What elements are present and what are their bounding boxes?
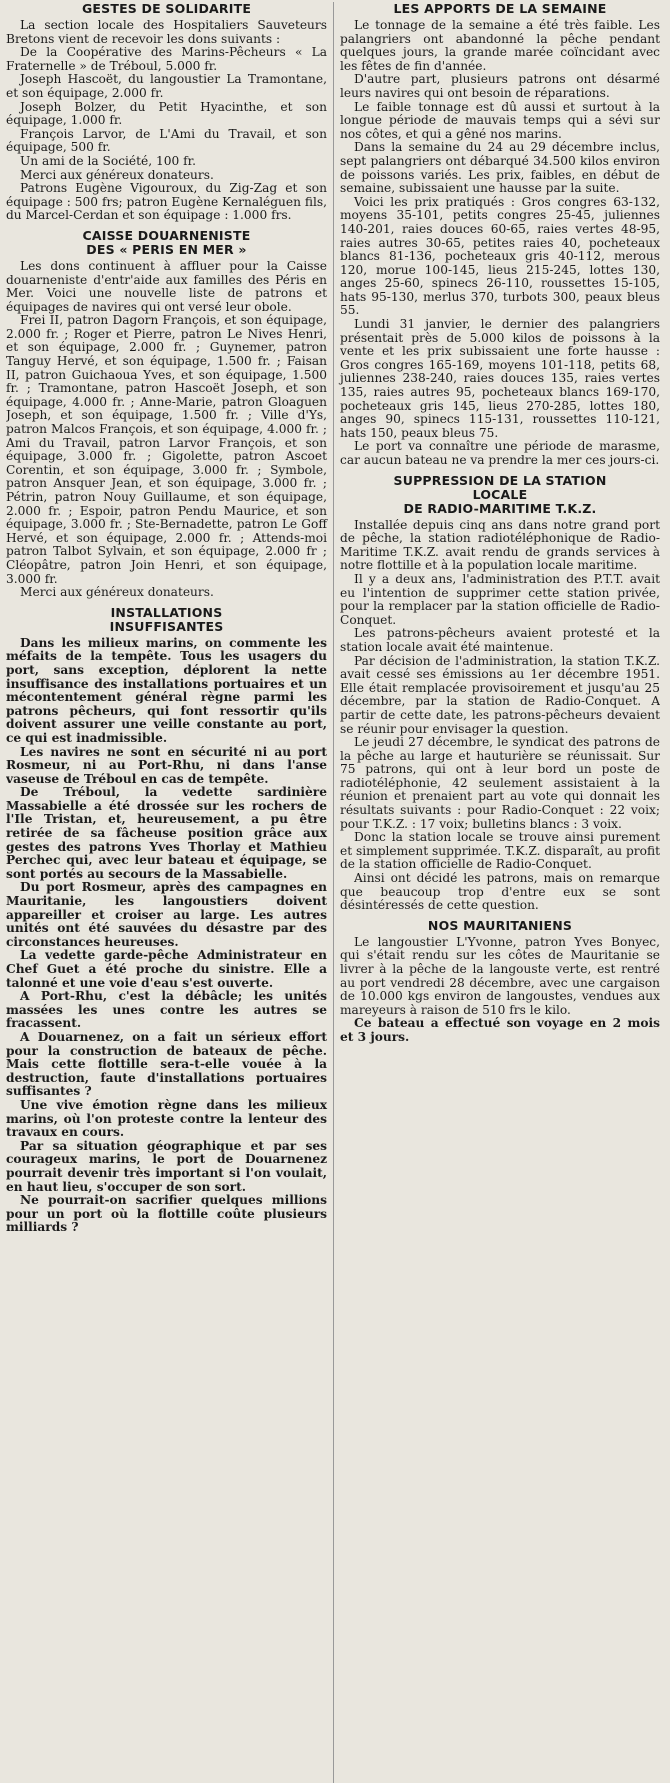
paragraph: Le faible tonnage est dû aussi et surtout à la longue période de mauvais temps qui a sévi sur nos côtes, et qui a gêné nos marins. xyxy=(340,99,660,141)
paragraph: Voici les prix pratiqués : Gros congres 63-132, moyens 35-101, petits congres 25-45, juliennes 140-201, raies douces 60-65, raies vertes 48-95, raies autres 30-65, petites raies 40, pocheteaux blancs 81-136, pocheteaux gris 40-112, merous 120, morue 100-145, lieus 215-245, lottes 130, anges 25-60, spinecs 26-110, roussettes 15-105, hats 95-130, merlus 370, turbots 300, peaux bleus 55. xyxy=(340,194,660,318)
paragraph: A Port-Rhu, c'est la débâcle; les unités massées les unes contre les autres se fracassent. xyxy=(6,989,327,1031)
right-column xyxy=(333,2,660,1783)
paragraph: Merci aux généreux donateurs. xyxy=(20,585,214,600)
title-line: CAISSE DOUARNENISTE xyxy=(82,227,251,243)
paragraph: Installée depuis cinq ans dans notre grand port de pêche, la station radiotéléphonique de Radio-Maritime T.K.Z. avait rendu de grands services à notre flottille et à la population locale maritime. xyxy=(340,517,660,573)
paragraph: Du port Rosmeur, après des campagnes en Mauritanie, les langoustiers doivent appareiller et croiser au large. Les autres unités ont été sauvées du désastre par des circonstances heureuses. xyxy=(6,880,327,949)
article-title: LES APPORTS DE LA SEMAINE xyxy=(393,2,607,16)
paragraph: Le langoustier L'Yvonne, patron Yves Bonyec, qui s'était rendu sur les côtes de Mauritanie se livrer à la pêche de la langouste verte, est rentré au port vendredi 28 décembre, avec une cargaison de 10.000 kgs environ de langoustes, vendues aux mareyeurs à raison de 510 frs le kilo. xyxy=(340,934,660,1017)
paragraph: Donc la station locale se trouve ainsi purement et simplement supprimée. T.K.Z. disparaît, au profit de la station officielle de Radio-Conquet. xyxy=(340,830,660,872)
donor-list: Frei II, patron Dagorn François, et son équipage, 2.000 fr. ; Roger et Pierre, patron Le Nives Henri, et son équipage, 2.000 fr. ; Guynemer, patron Tanguy Hervé, et son équipage, 1.500 fr. ; Faisan II, patron Guichaoua Yves, et son équipage, 1.500 fr. ; Tramontane, patron Hascoët Joseph, et son équipage, 4.000 fr. ; Anne-Marie, patron Gloaguen Joseph, et son équipage, 1.500 fr. ; Ville d'Ys, patron Malcos François, et son équipage, 4.000 fr. ; Ami du Travail, patron Larvor François, et son équipage, 3.000 fr. ; Gigolette, patron Ascoet Corentin, et son équipage, 3.000 fr. ; Symbole, patron Ansquer Jean, et son équipage, 3.000 fr. ; Pétrin, patron Nouy Guillaume, et son équipage, 2.000 fr. ; Espoir, patron Pendu Maurice, et son équipage, 3.000 fr. ; Ste-Bernadette, patron Le Goff Hervé, et son équipage, 2.000 fr. ; Attends-moi patron Talbot Sylvain, et son équipage, 2.000 fr ; Cléopâtre, patron Join Henri, et son équipage, 3.000 fr. xyxy=(6,313,327,586)
title-line: SUPPRESSION DE LA STATION xyxy=(393,472,607,488)
paragraph: Joseph Bolzer, du Petit Hyacinthe, et son équipage, 1.000 fr. xyxy=(6,99,327,128)
paragraph: Il y a deux ans, l'administration des P.T.T. avait eu l'intention de supprimer cette station privée, pour la remplacer par la station officielle de Radio-Conquet. xyxy=(340,571,660,627)
left-column xyxy=(6,2,333,1783)
paragraph: Une vive émotion règne dans les milieux marins, où l'on proteste contre la lenteur des travaux en cours. xyxy=(6,1097,327,1140)
title-line: LOCALE xyxy=(472,486,528,502)
paragraph: Les navires ne sont en sécurité ni au port Rosmeur, ni au Port-Rhu, ni dans l'anse vaseuse de Tréboul en cas de tempête. xyxy=(6,744,327,786)
paragraph: Le jeudi 27 décembre, le syndicat des patrons de la pêche au large et hauturière se réunissait. Sur 75 patrons, qui ont à leur bord un poste de radiotéléphonie, 42 seulement assistaient à la réunion et prenaient part au vote qui donnait les résultats suivants : pour Radio-Conquet : 22 voix; pour T.K.Z. : 17 voix; bulletins blancs : 3 voix. xyxy=(340,735,660,831)
paragraph: Ce bateau a effectué son voyage en 2 mois et 3 jours. xyxy=(340,1016,660,1044)
article-gestes-de-solidarite xyxy=(6,2,327,223)
paragraph: Un ami de la Société, 100 fr. xyxy=(20,153,197,168)
paragraph: Les patrons-pêcheurs avaient protesté et la station locale avait été maintenue. xyxy=(340,626,660,654)
title-line: INSUFFISANTES xyxy=(109,618,224,634)
paragraph: Dans la semaine du 24 au 29 décembre inclus, sept palangriers ont débarqué 34.500 kilos environ de poissons variés. Les prix, faibles, en début de semaine, subissaient une hausse par la suite. xyxy=(340,140,660,196)
article-suppression-station-tkz xyxy=(340,474,660,913)
paragraph: La vedette garde-pêche Administrateur en Chef Guet a été proche du sinistre. Elle a talonné et une voie d'eau s'est ouverte. xyxy=(6,948,327,990)
paragraph: Les dons continuent à affluer pour la Caisse douarneniste d'entr'aide aux familles des Péris en Mer. Voici une nouvelle liste de patrons et équipages de navires qui ont versé leur obole. xyxy=(6,258,327,314)
article-title xyxy=(6,229,327,257)
paragraph: Le tonnage de la semaine a été très faible. Les palangriers ont abandonné la pêche pendant quelques jours, la grande marée coïncidant avec les fêtes de fin d'année. xyxy=(340,18,660,73)
article-apports-de-la-semaine xyxy=(340,2,660,468)
article-title xyxy=(6,606,327,634)
article-nos-mauritaniens xyxy=(340,919,660,1045)
paragraph: Patrons Eugène Vigouroux, du Zig-Zag et son équipage : 500 frs; patron Eugène Kernaléguen fils, du Marcel-Cerdan et son équipage : 1.000 frs. xyxy=(6,181,327,223)
paragraph: Ainsi ont décidé les patrons, mais on remarque que beaucoup trop d'entre eux se sont désintéressés de cette question. xyxy=(340,871,660,913)
paragraph: Le port va connaître une période de marasme, car aucun bateau ne va prendre la mer ces jours-ci. xyxy=(340,439,660,467)
paragraph: Par sa situation géographique et par ses courageux marins, le port de Douarnenez pourrait devenir très important si l'on voulait, en haut lieu, s'occuper de son sort. xyxy=(6,1138,327,1194)
paragraph: Merci aux généreux donateurs. xyxy=(20,167,214,182)
paragraph: Lundi 31 janvier, le dernier des palangriers présentait près de 5.000 kilos de poissons à la vente et les prix subissaient une forte hausse : Gros congres 165-169, moyens 101-118, petits 68, juliennes 238-240, raies douces 135, raies vertes 135, raies autres 95, pocheteaux blancs 169-170, pocheteaux gris 145, lieus 270-285, lottes 180, anges 90, spinecs 115-131, roussettes 110-121, hats 150, peaux bleus 75. xyxy=(340,317,660,440)
paragraph: La section locale des Hospitaliers Sauveteurs Bretons vient de recevoir les dons suivants : xyxy=(6,18,327,46)
article-title xyxy=(340,474,660,516)
title-line: INSTALLATIONS xyxy=(110,604,223,620)
paragraph: De la Coopérative des Marins-Pêcheurs « La Fraternelle » de Tréboul, 5.000 fr. xyxy=(6,45,327,73)
paragraph: Dans les milieux marins, on commente les méfaits de la tempête. Tous les usagers du port, sans exception, déplorent la nette insuffisance des installations portuaires et un mécontentement général règne parmi les patrons pêcheurs, qui font ressortir qu'ils doivent assurer une veille constante au port, ce qui est inadmissible. xyxy=(6,635,327,745)
article-title: NOS MAURITANIENS xyxy=(427,917,573,933)
paragraph: De Tréboul, la vedette sardinière Massabielle a été drossée sur les rochers de l'Ile Tristan, et, heureusement, a pu être retirée de sa fâcheuse position grâce aux gestes des patrons Yves Thorlay et Mathieu Perchec qui, avec leur bateau et équipage, se sont portés au secours de la Massabielle. xyxy=(6,785,327,881)
paragraph: D'autre part, plusieurs patrons ont désarmé leurs navires qui ont besoin de réparations. xyxy=(340,72,660,100)
paragraph: Ne pourrait-on sacrifier quelques millions pour un port où la flottille coûte plusieurs milliards ? xyxy=(6,1193,327,1235)
paragraph: A Douarnenez, on a fait un sérieux effort pour la construction de bateaux de pêche. Mais cette flottille sera-t-elle vouée à la destruction, faute d'installations portuaires suffisantes ? xyxy=(6,1029,327,1099)
paragraph: Par décision de l'administration, la station T.K.Z. avait cessé ses émissions au 1er décembre 1951. Elle était remplacée provisoirement et jusqu'au 25 décembre, par la station de Radio-Conquet. A partir de cette date, les patrons-pêcheurs devaient se réunir pour envisager la question. xyxy=(340,653,660,736)
title-line: DES « PERIS EN MER » xyxy=(86,241,247,257)
article-caisse-douarneniste xyxy=(6,229,327,600)
paragraph: Joseph Hascoët, du langoustier La Tramontane, et son équipage, 2.000 fr. xyxy=(6,72,327,100)
article-title: GESTES DE SOLIDARITE xyxy=(81,2,252,16)
paragraph: François Larvor, de L'Ami du Travail, et son équipage, 500 fr. xyxy=(6,126,327,155)
title-line: DE RADIO-MARITIME T.K.Z. xyxy=(403,500,597,516)
article-installations-insuffisantes xyxy=(6,606,327,1235)
